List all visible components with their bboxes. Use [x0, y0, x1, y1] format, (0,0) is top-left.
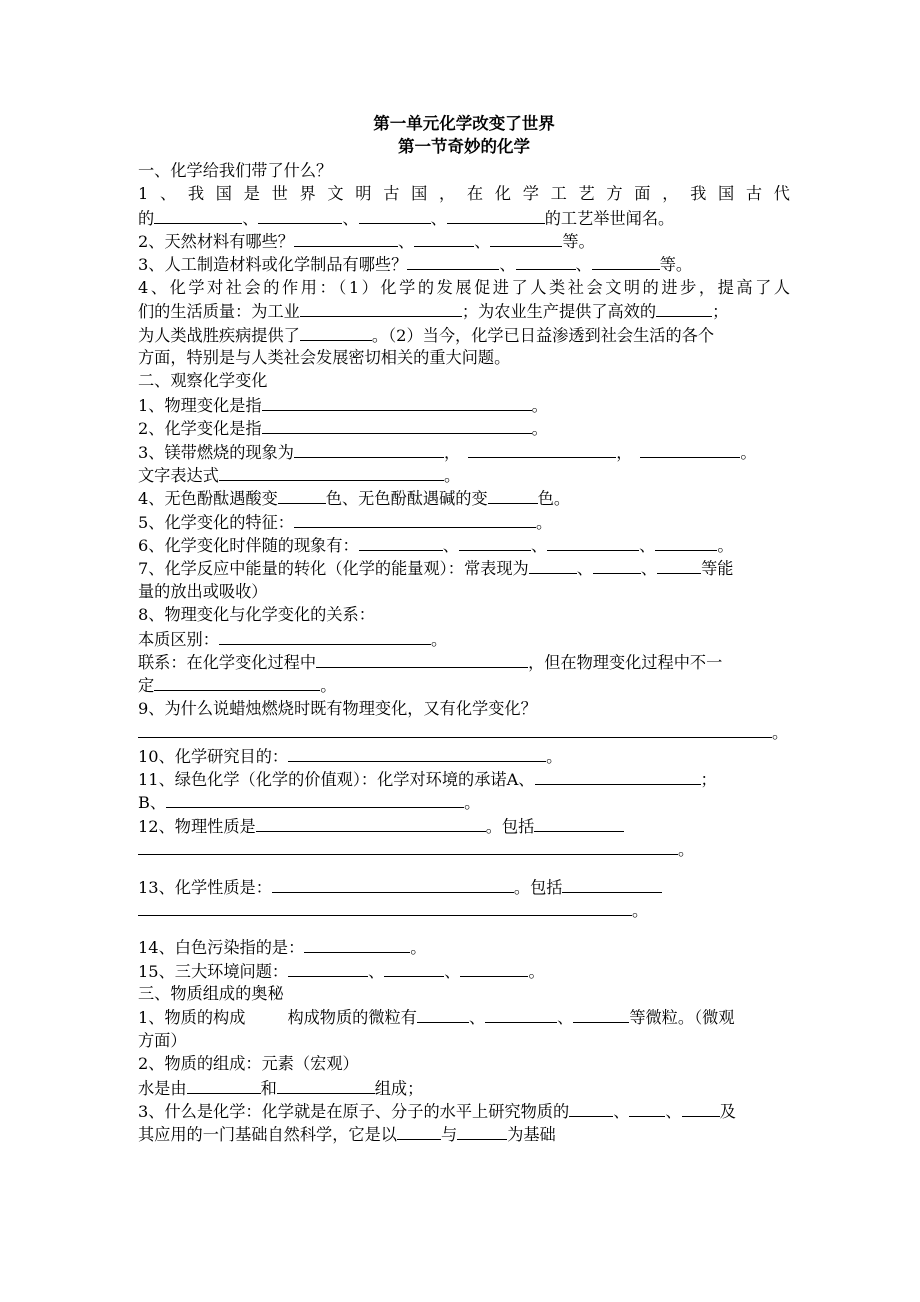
blank[interactable]: [656, 299, 712, 317]
blank[interactable]: [277, 1076, 375, 1094]
s2-q13: 13、化学性质是： 。包括: [138, 875, 790, 898]
blank[interactable]: [359, 533, 443, 551]
blank[interactable]: [300, 323, 372, 341]
blank[interactable]: [534, 814, 624, 832]
s1-q4-line1: 4、化学对社会的作用：（1）化学的发展促进了人类社会文明的进步，提高了人: [138, 277, 790, 297]
s1-q4-line2: 们的生活质量：为工业 ；为农业生产提供了高效的 ；: [138, 299, 790, 322]
blank[interactable]: [138, 720, 772, 738]
s3-q1-line2: 方面）: [138, 1030, 187, 1050]
blank[interactable]: [262, 393, 532, 411]
blank[interactable]: [384, 959, 444, 977]
blank[interactable]: [447, 206, 545, 224]
s2-q9: 9、为什么说蜡烛燃烧时既有物理变化，又有化学变化？: [138, 698, 537, 718]
s2-q11: 11、绿色化学（化学的价值观）：化学对环境的承诺A、 ；: [138, 767, 790, 790]
blank[interactable]: [278, 486, 326, 504]
blank[interactable]: [569, 1099, 613, 1117]
s2-q13-answer: 。: [138, 898, 790, 921]
s2-q12: 12、物理性质是 。包括: [138, 814, 790, 837]
worksheet-page: [138, 112, 790, 1146]
blank[interactable]: [300, 299, 462, 317]
s2-q2: 2、化学变化是指 。: [138, 416, 790, 439]
section-1-heading: 一、化学给我们带了什么？: [138, 160, 333, 180]
s2-q3-word-equation: 文字表达式 。: [138, 463, 790, 486]
blank[interactable]: [316, 650, 528, 668]
blank[interactable]: [417, 1005, 469, 1023]
blank[interactable]: [655, 533, 717, 551]
blank[interactable]: [407, 252, 499, 270]
s2-q8: 8、物理变化与化学变化的关系：: [138, 605, 375, 625]
blank[interactable]: [166, 790, 464, 808]
blank[interactable]: [593, 556, 641, 574]
s2-q14: 14、白色污染指的是： 。: [138, 935, 790, 958]
blank[interactable]: [457, 1122, 507, 1140]
blank[interactable]: [288, 744, 546, 762]
s2-q12-answer: 。: [138, 837, 790, 860]
s2-q8-connection: 联系：在化学变化过程中 ，但在物理变化过程中不一: [138, 650, 790, 673]
blank[interactable]: [138, 898, 632, 916]
blank[interactable]: [294, 229, 398, 247]
blank[interactable]: [592, 252, 660, 270]
blank[interactable]: [535, 767, 701, 785]
blank[interactable]: [219, 627, 431, 645]
blank[interactable]: [258, 206, 342, 224]
s2-q4: 4、无色酚酞遇酸变 色、无色酚酞遇碱的变 色。: [138, 486, 790, 509]
s2-q8-connection-cont: 定 。: [138, 673, 790, 696]
s2-q7-line1: 7、化学反应中能量的转化（化学的能量观）：常表现为 、 、 等能: [138, 556, 790, 579]
blank[interactable]: [187, 1076, 261, 1094]
s2-q6: 6、化学变化时伴随的现象有： 、 、 、 。: [138, 533, 790, 556]
s1-q3: 3、人工制造材料或化学制品有哪些？ 、 、 等。: [138, 252, 790, 275]
s1-q4-line4: 方面，特别是与人类社会发展密切相关的重大问题。: [138, 347, 511, 367]
blank[interactable]: [219, 463, 444, 481]
blank[interactable]: [414, 229, 474, 247]
s3-q2-water: 水是由 和 组成；: [138, 1076, 790, 1099]
s1-q2: 2、天然材料有哪些？ 、 、 等。: [138, 229, 790, 252]
s2-q11-b: B、 。: [138, 790, 790, 813]
blank[interactable]: [294, 440, 444, 458]
blank[interactable]: [397, 1122, 441, 1140]
blank[interactable]: [459, 533, 531, 551]
s3-q3-line2: 其应用的一门基础自然科学，它是以 与 为基础: [138, 1122, 790, 1145]
blank[interactable]: [516, 252, 576, 270]
s1-q4-line3: 为人类战胜疾病提供了 。（2）当今，化学已日益渗透到社会生活的各个: [138, 323, 790, 346]
blank[interactable]: [562, 875, 662, 893]
blank[interactable]: [640, 440, 740, 458]
s1-q1-line2: 的 、 、 、 的工艺举世闻名。: [138, 206, 790, 229]
blank[interactable]: [154, 206, 242, 224]
s2-q5: 5、化学变化的特征： 。: [138, 510, 790, 533]
s2-q15: 15、三大环境问题： 、 、 。: [138, 959, 790, 982]
s2-q3: 3、镁带燃烧的现象为 ， ， 。: [138, 440, 790, 463]
blank[interactable]: [629, 1099, 665, 1117]
blank[interactable]: [294, 510, 536, 528]
s2-q9-answer: 。: [138, 720, 790, 743]
s3-q3: 3、什么是化学：化学就是在原子、分子的水平上研究物质的 、 、 及: [138, 1099, 790, 1122]
blank[interactable]: [138, 837, 678, 855]
document-title: 第一单元化学改变了世界: [373, 114, 555, 133]
blank[interactable]: [490, 229, 562, 247]
s1-q1-line1: 1、我国是世界文明古国，在化学工艺方面，我国古代: [138, 184, 790, 204]
blank[interactable]: [682, 1099, 720, 1117]
blank[interactable]: [488, 486, 538, 504]
s3-q1: 1、物质的构成 构成物质的微粒有 、 、 等微粒。（微观: [138, 1005, 790, 1028]
blank[interactable]: [288, 959, 368, 977]
s2-q7-line2: 量的放出或吸收）: [138, 581, 268, 601]
blank[interactable]: [657, 556, 701, 574]
blank[interactable]: [573, 1005, 629, 1023]
blank[interactable]: [154, 673, 320, 691]
blank[interactable]: [547, 533, 639, 551]
s2-q10: 10、化学研究目的： 。: [138, 744, 790, 767]
section-3-heading: 三、物质组成的奥秘: [138, 984, 284, 1004]
blank[interactable]: [468, 440, 616, 458]
blank[interactable]: [272, 875, 514, 893]
blank[interactable]: [529, 556, 577, 574]
blank[interactable]: [304, 935, 410, 953]
s2-q1: 1、物理变化是指 。: [138, 393, 790, 416]
blank[interactable]: [485, 1005, 557, 1023]
blank[interactable]: [262, 416, 532, 434]
s3-q2: 2、物质的组成：元素（宏观）: [138, 1054, 359, 1074]
document-subtitle: 第一节奇妙的化学: [398, 137, 530, 157]
s2-q8-essential-difference: 本质区别： 。: [138, 627, 790, 650]
blank[interactable]: [460, 959, 528, 977]
section-2-heading: 二、观察化学变化: [138, 371, 268, 391]
blank[interactable]: [256, 814, 486, 832]
blank[interactable]: [359, 206, 431, 224]
